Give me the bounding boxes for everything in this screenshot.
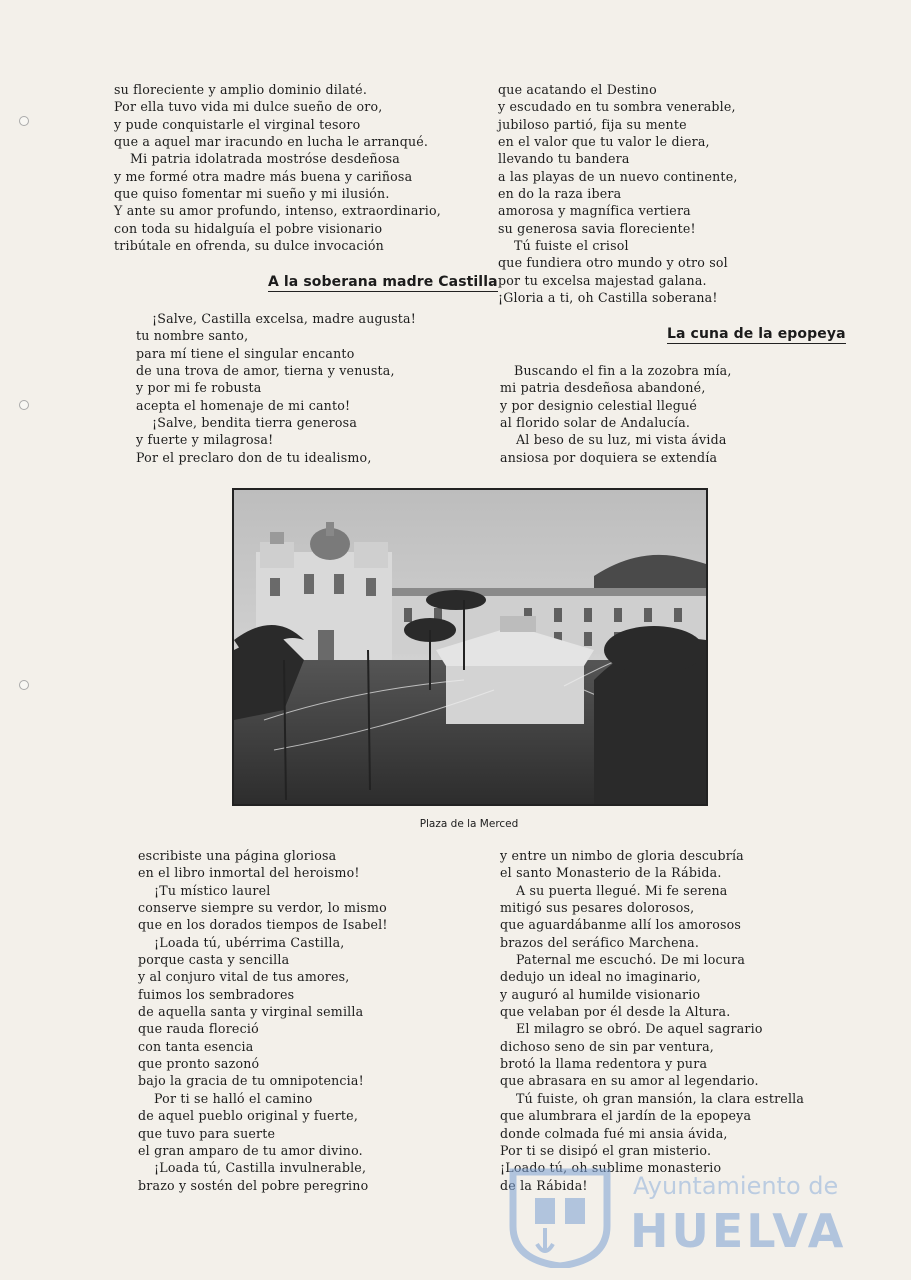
municipal-shield-icon: [505, 1168, 615, 1268]
photo-caption: Plaza de la Merced: [419, 818, 519, 830]
verse-line: bajo la gracia de tu omnipotencia!: [138, 1073, 364, 1089]
plaza-photo-illustration: [234, 490, 706, 804]
verse-line: brotó la llama redentora y pura: [500, 1056, 708, 1072]
verse-line: que aguardábanme allí los amorosos: [500, 917, 742, 933]
verse-line: por tu excelsa majestad galana.: [498, 272, 707, 288]
verse-line: fuimos los sembradores: [138, 986, 295, 1002]
verse-line: que alumbrara el jardín de la epopeya: [500, 1108, 752, 1124]
verse-line: que rauda floreció: [138, 1021, 259, 1037]
verse-line: de aquella santa y virginal semilla: [138, 1004, 364, 1020]
verse-line: y auguró al humilde visionario: [500, 986, 701, 1002]
plaza-photo: [232, 488, 708, 806]
verse-line: y me formé otra madre más buena y cariñosa: [114, 168, 413, 184]
verse-line: y fuerte y milagrosa!: [136, 432, 274, 448]
verse-line: brazos del seráfico Marchena.: [500, 934, 700, 950]
verse-line: Buscando el fin a la zozobra mía,: [514, 363, 732, 378]
verse-line: y al conjuro vital de tus amores,: [138, 969, 350, 985]
verse-line: de una trova de amor, tierna y venusta,: [136, 363, 395, 379]
verse-line: conserve siempre su verdor, lo mismo: [138, 900, 387, 916]
verse-line: Y ante su amor profundo, intenso, extraordinario,: [114, 203, 441, 219]
verse-line: que fundiera otro mundo y otro sol: [498, 255, 728, 271]
verse-line: tu nombre santo,: [136, 328, 249, 344]
verse-line: en el libro inmortal del heroismo!: [138, 865, 360, 881]
left-bottom-verses: [138, 847, 388, 1194]
verse-line: porque casta y sencilla: [138, 952, 290, 968]
verse-line: mitigó sus pesares dolorosos,: [500, 900, 695, 916]
verse-line: brazo y sostén del pobre peregrino: [138, 1177, 369, 1193]
ayuntamiento-huelva-watermark: [505, 1168, 847, 1268]
verse-line: Al beso de su luz, mi vista ávida: [516, 432, 727, 448]
verse-line: ¡Tu místico laurel: [154, 882, 271, 898]
verse-line: que abrasara en su amor al legendario.: [500, 1073, 759, 1089]
verse-line: y escudado en tu sombra venerable,: [498, 99, 736, 115]
verse-line: en el valor que tu valor le diera,: [498, 134, 710, 150]
verse-line: al florido solar de Andalucía.: [500, 415, 691, 431]
verse-line: El milagro se obró. De aquel sagrario: [516, 1021, 763, 1037]
verse-line: ¡Loada tú, ubérrima Castilla,: [154, 934, 345, 950]
section-heading-epopeya: La cuna de la epopeya: [667, 326, 846, 342]
verse-line: y por designio celestial llegué: [500, 397, 697, 413]
verse-line: mi patria desdeñosa abandoné,: [500, 380, 706, 396]
left-top-verses: [114, 81, 441, 254]
verse-line: tribútale en ofrenda, su dulce invocación: [114, 238, 384, 254]
verse-line: que quiso fomentar mi sueño y mi ilusión.: [114, 186, 390, 202]
verse-line: su generosa savia floreciente!: [498, 220, 696, 236]
verse-line: ¡Salve, bendita tierra generosa: [152, 415, 358, 431]
verse-line: jubiloso partió, fija su mente: [498, 116, 687, 132]
verse-line: ansiosa por doquiera se extendía: [500, 449, 718, 465]
verse-line: el gran amparo de tu amor divino.: [138, 1142, 363, 1158]
verse-line: y pude conquistarle el virginal tesoro: [114, 116, 361, 132]
verse-line: que en los dorados tiempos de Isabel!: [138, 917, 388, 933]
verse-line: Tú fuiste, oh gran mansión, la clara estrella: [516, 1090, 805, 1106]
verse-line: que pronto sazonó: [138, 1056, 260, 1072]
verse-line: Paternal me escuchó. De mi locura: [516, 952, 746, 968]
verse-line: de la Rábida!: [500, 1177, 588, 1193]
verse-line: escribiste una página gloriosa: [138, 848, 337, 863]
verse-line: con tanta esencia: [138, 1038, 254, 1054]
verse-line: y por mi fe robusta: [136, 380, 262, 396]
verse-line: amorosa y magnífica vertiera: [498, 203, 691, 219]
binding-hole-mark: [19, 400, 29, 410]
binding-hole-mark: [19, 116, 29, 126]
verse-line: Por el preclaro don de tu idealismo,: [136, 449, 372, 465]
verse-line: Mi patria idolatrada mostróse desdeñosa: [130, 151, 401, 167]
verse-line: ¡Salve, Castilla excelsa, madre augusta!: [152, 311, 417, 326]
verse-line: ¡Gloria a ti, oh Castilla soberana!: [498, 290, 718, 306]
verse-line: el santo Monasterio de la Rábida.: [500, 865, 722, 881]
verse-line: dichoso seno de sin par ventura,: [500, 1038, 714, 1054]
watermark-top-text: Ayuntamiento de: [633, 1172, 839, 1200]
verse-line: donde colmada fué mi ansia ávida,: [500, 1125, 728, 1141]
verse-line: Por ti se halló el camino: [154, 1090, 313, 1106]
section-heading-castilla: A la soberana madre Castilla: [268, 274, 498, 290]
verse-line: dedujo un ideal no imaginario,: [500, 969, 702, 985]
verse-line: llevando tu bandera: [498, 151, 630, 167]
verse-line: ¡Loado tú, oh sublime monasterio: [500, 1160, 722, 1176]
verse-line: con toda su hidalguía el pobre visionario: [114, 220, 383, 236]
verse-line: que acatando el Destino: [498, 82, 657, 97]
verse-line: A su puerta llegué. Mi fe serena: [516, 882, 728, 898]
right-mid-verses: [500, 362, 732, 466]
right-top-verses: [498, 81, 738, 306]
verse-line: que velaban por él desde la Altura.: [500, 1004, 731, 1020]
verse-line: que a aquel mar iracundo en lucha le arranqué.: [114, 134, 429, 150]
left-mid-verses: [136, 310, 416, 466]
watermark-main-text: HUELVA: [630, 1204, 847, 1258]
verse-line: ¡Loada tú, Castilla invulnerable,: [154, 1160, 367, 1176]
verse-line: para mí tiene el singular encanto: [136, 345, 355, 361]
verse-line: Tú fuiste el crisol: [514, 238, 629, 254]
verse-line: Por ella tuvo vida mi dulce sueño de oro,: [114, 99, 383, 115]
verse-line: Por ti se disipó el gran misterio.: [500, 1142, 712, 1158]
verse-line: y entre un nimbo de gloria descubría: [500, 848, 744, 863]
verse-line: su floreciente y amplio dominio dilaté.: [114, 82, 368, 97]
binding-hole-mark: [19, 680, 29, 690]
verse-line: que tuvo para suerte: [138, 1125, 276, 1141]
verse-line: a las playas de un nuevo continente,: [498, 168, 738, 184]
verse-line: acepta el homenaje de mi canto!: [136, 397, 351, 413]
verse-line: de aquel pueblo original y fuerte,: [138, 1108, 359, 1124]
verse-line: en do la raza ibera: [498, 186, 622, 202]
right-bottom-verses: [500, 847, 804, 1194]
